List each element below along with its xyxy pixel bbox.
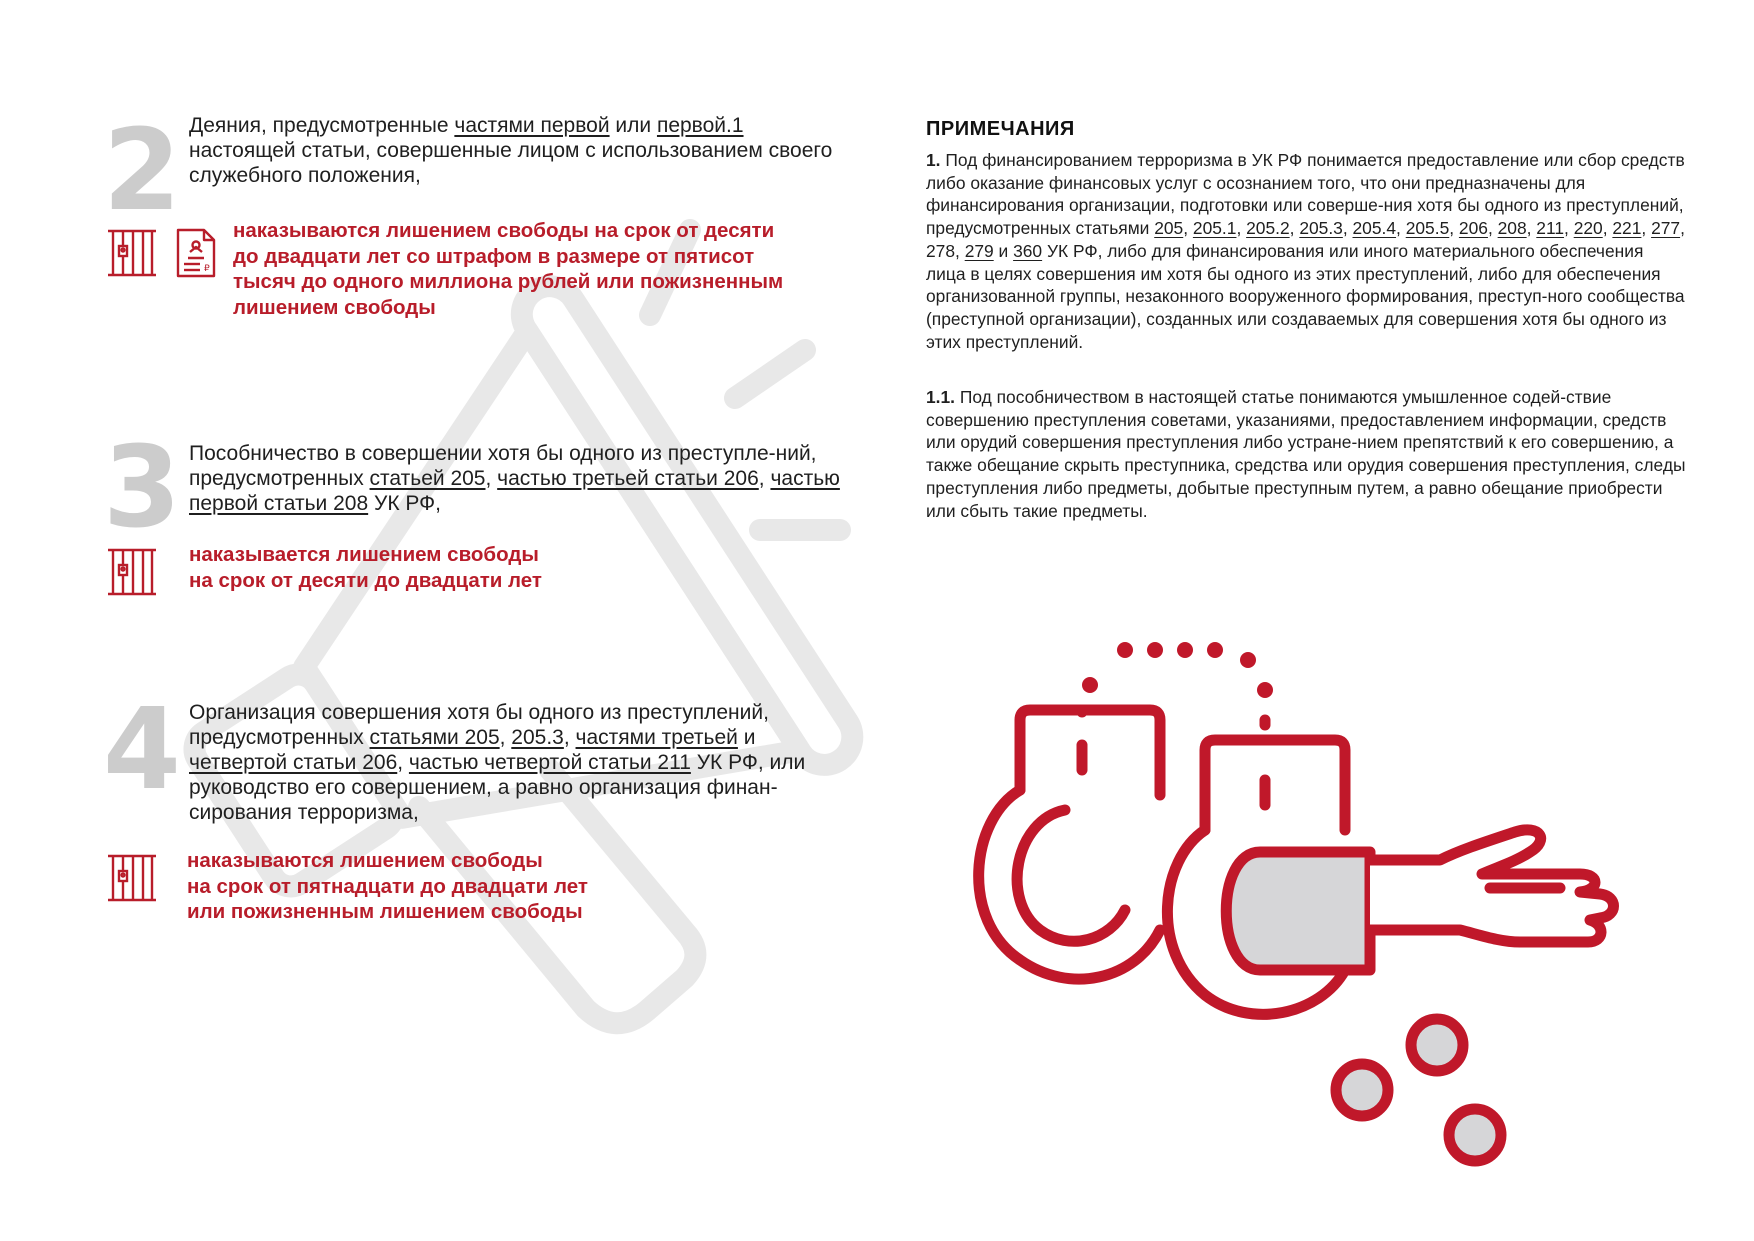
article-link[interactable]: 360 [1013,240,1043,261]
article-link[interactable]: четвертой статьи 206 [189,751,398,774]
article-link[interactable]: статьей 205 [369,467,486,490]
penalty-text: наказываются лишением свободы на срок от пятнадцати до двадцати лет или пожизненным лишением свободы [187,849,588,923]
notes-title: ПРИМЕЧАНИЯ [926,118,1075,140]
article-link[interactable]: первой.1 [656,114,744,137]
article-link[interactable]: 211 [1536,218,1565,239]
article-link[interactable]: 205.3 [511,726,564,749]
penalty-text: наказываются лишением свободы на срок от десяти до двадцати лет со штрафом в размере от пятисот тысяч до одного миллиона рублей или пожизненным лишением свободы [233,219,784,319]
clause-text: Организация совершения хотя бы одного из преступлений, предусмотренных статьями 205, 205.3, частями третьей и четвертой статьи 206, частью четвертой статьи 211 УК РФ, или руководство его совершением, а равно организация финан-сирования терроризма, [189,701,806,824]
article-link[interactable]: 279 [964,240,994,261]
article-link[interactable]: 208 [1497,218,1527,239]
section-number: 4 [103,685,177,815]
clause-text: Деяния, предусмотренные частями первой или первой.1 настоящей статьи, совершенные лицом с использованием своего служебного положения, [189,114,833,187]
fine-document-icon [176,228,216,278]
handcuffed-hand-coins-icon [960,630,1660,1150]
article-link[interactable]: 205 [1154,218,1184,239]
prison-bars-icon [108,853,158,903]
article-link[interactable]: частью первой статьи 208 [189,467,840,515]
prison-bars-icon [108,547,158,597]
article-link[interactable]: 205.1 [1192,218,1237,239]
article-link[interactable]: 205.3 [1299,218,1343,239]
note-1-1: 1.1. Под пособничеством в настоящей статье понимаются умышленное содей-ствие совершению преступления советами, указаниями, предоставлением информации, средств или орудий совершения преступления либо устране-нием препятствий к его совершению, а также обещание скрыть преступника, средства или орудия совершения преступления, следы преступления либо предметы, добытые преступным путем, а равно обещание приобрести или сбыть такие предметы. [926,387,1686,521]
article-link[interactable]: 205.4 [1352,218,1397,239]
article-link[interactable]: частями третьей [575,726,738,749]
section-number: 2 [103,106,177,236]
article-link[interactable]: частью третьей статьи 206 [497,467,759,490]
prison-bars-icon [108,228,158,278]
article-link[interactable]: частью четвертой статьи 211 [408,751,691,774]
article-link[interactable]: 205.5 [1405,218,1450,239]
clause-text: Пособничество в совершении хотя бы одного из преступле-ний, предусмотренных статьей 205, частью третьей статьи 206, частью первой статьи 208 УК РФ, [189,442,840,515]
section-number: 3 [103,423,177,553]
article-link[interactable]: частями первой [454,114,610,137]
article-link[interactable]: 220 [1573,218,1603,239]
note-1: 1. Под финансированием терроризма в УК РФ понимается предоставление или сбор средств либо оказание финансовых услуг с осознанием того, что они предназначены для финансирования организации, подготовки или соверше-ния хотя бы одного из преступлений, предусмотренных статьями 205, 205.1, 205.2, 205.3, 205.4, 205.5, 206, 208, 211, 220, 221, 277, 278, 279 и 360 УК РФ, либо для финансирования или иного материального обеспечения лица в целях совершения им хотя бы одного из этих преступлений, либо для обеспечения организованной группы, незаконного вооруженного формирования, преступ-ного сообщества (преступной организации), созданных или создаваемых для совершения хотя бы одного из этих преступлений. [926,150,1685,352]
penalty-text: наказывается лишением свободы на срок от десяти до двадцати лет [189,543,542,592]
article-link[interactable]: статьями 205 [369,726,500,749]
svg-text:₽: ₽ [204,264,210,274]
article-link[interactable]: 221 [1612,218,1642,239]
article-link[interactable]: 206 [1458,218,1488,239]
article-link[interactable]: 205.2 [1246,218,1290,239]
article-link[interactable]: 277 [1651,218,1681,239]
